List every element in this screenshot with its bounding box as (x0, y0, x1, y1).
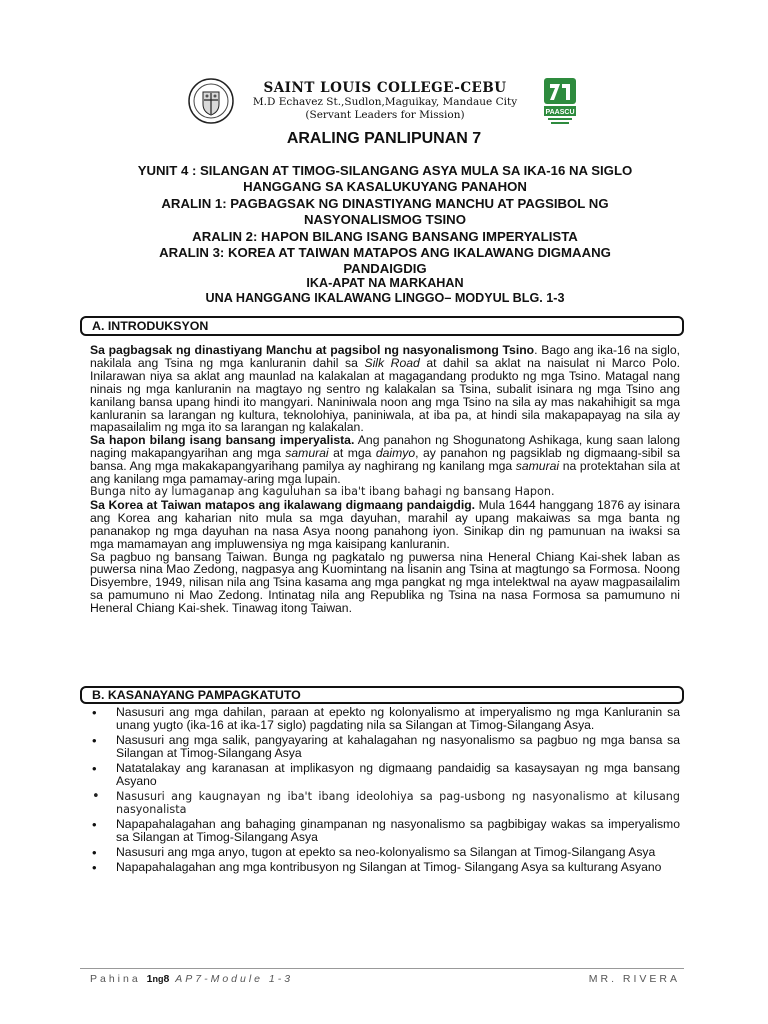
quarter-line: IKA-APAT NA MARKAHAN (306, 276, 464, 290)
title-line: YUNIT 4 : SILANGAN AT TIMOG-SILANGANG ASYA MULA SA IKA-16 NA SIGLO (137, 163, 633, 178)
list-item: • Nasusuri ang kaugnayan ng iba't ibang ideolohiya sa pag-usbong ng nasyonalismo at kilusang nasyonalista (90, 790, 680, 816)
text-run: , ay panahon ng pagsiklab ng digmaang-sibil sa bansa. Ang mga makakapangyarihang pamilya ay naghirang ng kanilang mga (90, 446, 681, 474)
bold-lead: Sa pagbagsak ng dinastiyang Manchu at pagsibol ng nasyonalismong Tsino (90, 343, 535, 357)
accreditation-logo-icon (542, 76, 578, 126)
school-name: SAINT LOUIS COLLEGE-CEBU (263, 80, 507, 96)
italic-term: Silk Road (364, 355, 420, 370)
footer-teacher: MR. RIVERA (588, 973, 680, 985)
quarter-info (70, 276, 700, 306)
title-line: PANDAIGDIG (343, 261, 427, 277)
footer-page-word: Pahina (90, 973, 141, 985)
list-item: • Nasusuri ang mga anyo, tugon at epekto sa neo-kolonyalismo sa Silangan at Timog-Silangang Asya (90, 846, 680, 859)
title-line: ARALIN 1: PAGBAGSAK NG DINASTIYANG MANCHU AT PAGSIBOL NG (161, 195, 609, 211)
paragraph (90, 434, 680, 486)
footer-page-total: 8 (163, 973, 170, 985)
section-b-heading: B. KASANAYANG PAMPAGKATUTO (80, 686, 684, 704)
bold-lead: Sa hapon bilang isang bansang imperyalista. (90, 433, 355, 448)
school-address: M.D Echavez St.,Sudlon,Maguikay, Mandaue City (252, 96, 518, 108)
school-motto: (Servant Leaders for Mission) (305, 109, 465, 121)
list-item: • Napapahalagahan ang bahaging ginampanan ng nasyonalismo sa pagbibigay wakas sa imperyalismo sa Silangan at Timog-Silangang Asya (90, 818, 680, 844)
school-seal-icon (188, 78, 234, 124)
title-line: NASYONALISMOG TSINO (304, 212, 466, 228)
school-header (240, 80, 530, 122)
text-run: Mula 1644 hanggang 1876 ay isinara ang Korea ang kaharian nito mula sa mga dayuhan, marahil ay upang makaiwas sa mga banta ng pananakop ng mga dayuhan na nasa Asya noong panahong iyon. Sinikap din ng pamunuan na iwaksi sa mga mamamayan ang impluwensiya ng mga kaisipang kanluranin. (90, 497, 680, 551)
module-line: UNA HANGGANG IKALAWANG LINGGO– MODYUL BLG. 1-3 (205, 291, 565, 305)
text-run: at mga (328, 446, 376, 461)
title-line: ARALIN 3: KOREA AT TAIWAN MATAPOS ANG IKALAWANG DIGMAANG (159, 245, 611, 261)
list-item: • Natatalakay ang karanasan at implikasyon ng digmaang pandaidig sa kasaysayan ng mga bansang Asyano (90, 762, 680, 788)
footer-of-word: ng (152, 974, 164, 984)
italic-term: samurai (285, 446, 329, 461)
unit-lesson-titles (70, 163, 700, 278)
text-run: . Bago ang ika-16 na siglo, nakilala ang Tsina ng mga kanluranin dahil sa (90, 343, 680, 370)
page-footer (90, 973, 680, 985)
italic-term: daimyo (375, 446, 416, 461)
list-item: • Nasusuri ang mga salik, pangyayaring at kahalagahan ng nasyonalismo sa pagbuo ng mga bansa sa Silangan at Timog-Silangang Asya (90, 734, 680, 760)
paragraph: Sa pagbuo ng bansang Taiwan. Bunga ng pagkatalo ng puwersa nina Heneral Chiang Kai-shek laban as puwersa nina Mao Zedong, nagpasya ang Kuomintang na lisanin ang Tsina at magtungo sa Formosa. Noong Disyembre, 1949, nilisan nila ang Tsina kasama ang mga pangkat ng mga intelektwal na ayaw magpasailalim sa pamumuno ni Mao Zedong. Intinatag nila ang Republika ng Tsina na nasa Formosa sa pamumuno ni Heneral Chiang Kai-shek. Tinawag itong Taiwan. (90, 549, 680, 616)
section-a-heading: A. INTRODUKSYON (80, 316, 684, 336)
paragraph: Bunga nito ay lumaganap ang kaguluhan sa iba't ibang bahagi ng bansang Hapon. (90, 484, 555, 498)
introduction-body (90, 344, 680, 615)
paragraph (90, 344, 680, 434)
italic-term: samurai (515, 459, 560, 474)
accreditation-logo-text: PAASCU (545, 109, 575, 116)
title-line: ARALIN 2: HAPON BILANG ISANG BANSANG IMPERYALISTA (192, 228, 578, 244)
footer-page-number: 1 (146, 973, 153, 985)
text-run: na protektahan sila at ang kanilang mga pamamay-aring mga lupain. (90, 459, 680, 487)
footer-divider (80, 968, 684, 969)
paragraph (90, 499, 680, 551)
subject-title: ARALING PANLIPUNAN 7 (286, 130, 482, 147)
footer-module: AP7-Module 1-3 (175, 973, 294, 985)
list-item: • Nasusuri ang mga dahilan, paraan at epekto ng kolonyalismo at imperyalismo ng mga Kanluranin sa unang yugto (ika-16 at ika-17 siglo) pagdating nila sa Silangan at Timog-Silangang Asya. (90, 706, 680, 732)
text-run: Ang panahon ng Shogunatong Ashikaga, kung saan lalong naging makapangyarihan ang mga (90, 433, 680, 461)
list-item: • Napapahalagahan ang mga kontribusyon ng Silangan at Timog- Silangang Asya sa kulturang Asyano (90, 861, 680, 874)
learning-competencies-list (90, 706, 680, 876)
bold-lead: Sa Korea at Taiwan matapos ang ikalawang digmaang pandaigdig. (90, 497, 476, 512)
text-run: at dahil sa aklat na naisulat ni Marco Polo. Inilarawan niya sa aklat ang maunlad na kalakalan at magagandang produkto ng mga Tsino. Matagal nang ninais ng mga kanluranin na magtayo ng sentro ng kalakalan sa Tsina, subalit isinara ng mga Tsino ang kanilang bansa upang hindi ito mangyari. Naniniwala noon ang mga Tsino na sila ay mas nakahihigit sa mga kanluranin sa larangan ng kultura, teknolohiya, paniniwala, at iba pa, at hindi sila makapapayag na sila ay mapasailalim ng mga ito sa larangan ng kalakalan. (90, 355, 680, 435)
title-line: HANGGANG SA KASALUKUYANG PANAHON (243, 179, 527, 195)
